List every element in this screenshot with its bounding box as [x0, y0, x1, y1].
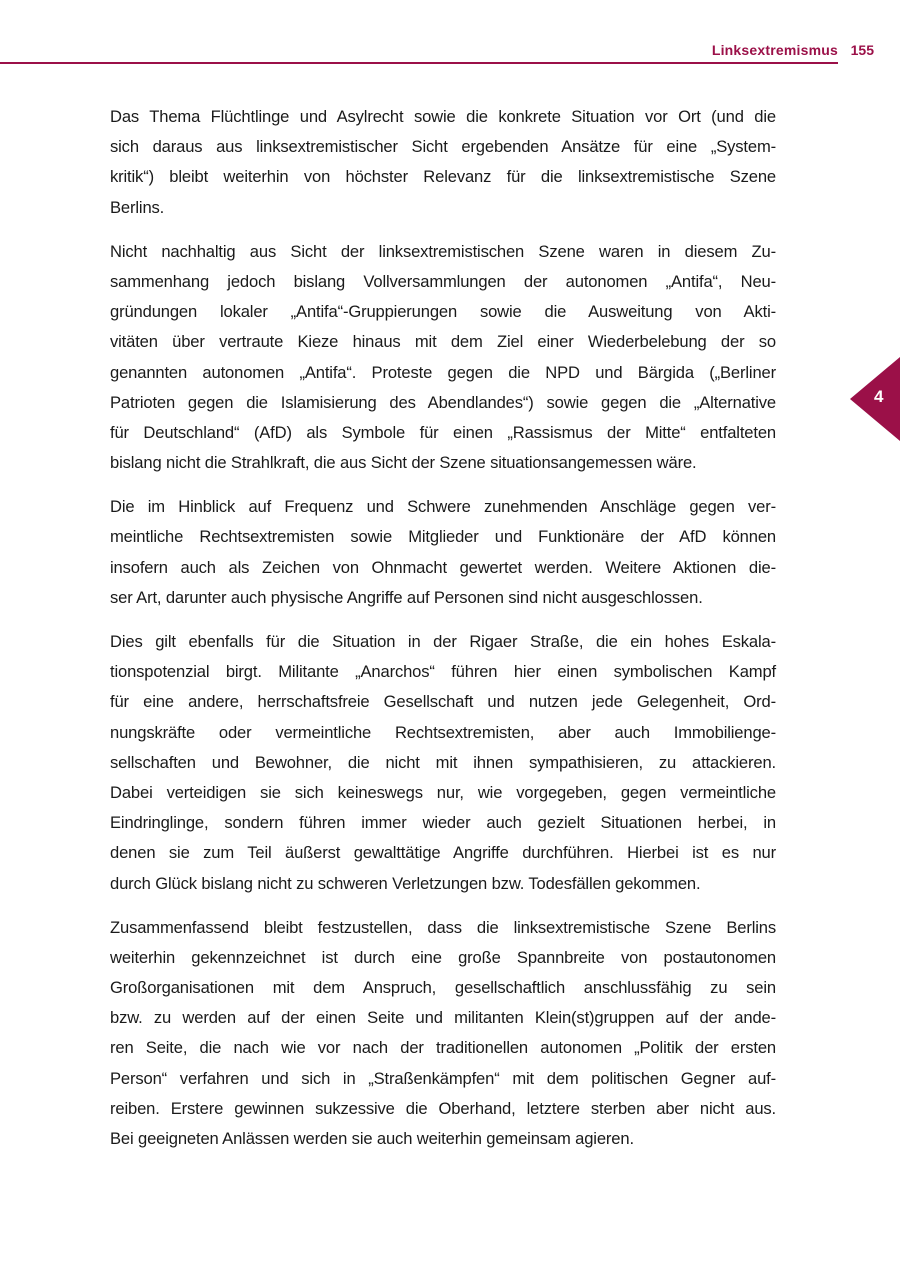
text-line: denen sie zum Teil äußerst gewalttätige Angriffe durchführen. Hierbei ist es nur [110, 843, 776, 863]
text-line: sammenhang jedoch bislang Vollversammlungen der autonomen „Antifa“, Neu- [110, 271, 776, 291]
text-line: Großorganisationen mit dem Anspruch, gesellschaftlich anschlussfähig zu sein [110, 978, 776, 998]
text-line: reiben. Erstere gewinnen sukzessive die Oberhand, letztere sterben aber nicht aus. [110, 1098, 776, 1118]
text-line: Berlins. [110, 197, 165, 217]
text-line: für Deutschland“ (AfD) als Symbole für einen „Rassismus der Mitte“ entfalteten [110, 422, 776, 442]
text-line: Die im Hinblick auf Frequenz und Schwere zunehmenden Anschläge gegen ver- [110, 497, 776, 517]
text-line: Das Thema Flüchtlinge und Asylrecht sowie die konkrete Situation vor Ort (und die [110, 107, 776, 126]
text-line: insofern auch als Zeichen von Ohnmacht gewertet werden. Weitere Aktionen die- [110, 557, 776, 577]
chapter-number: 4 [874, 387, 884, 406]
text-line: sellschaften und Bewohner, die nicht mit ihnen sympathisieren, zu attackieren. [110, 752, 776, 772]
text-line: weiterhin gekennzeichnet ist durch eine große Spannbreite von postautonomen [110, 947, 776, 967]
text-line: bzw. zu werden auf der einen Seite und militanten Klein(st)gruppen auf der ande- [110, 1008, 776, 1028]
text-line: Zusammenfassend bleibt festzustellen, dass die linksextremistische Szene Berlins [110, 917, 776, 937]
paragraph [110, 237, 776, 479]
text-line: sich daraus aus linksextremistischer Sicht ergebenden Ansätze für eine „System- [110, 137, 776, 157]
text-line: Patrioten gegen die Islamisierung des Abendlandes“) sowie gegen die „Alternative [110, 392, 776, 412]
header-rule [0, 62, 838, 64]
text-line: tionspotenzial birgt. Militante „Anarchos“ führen hier einen symbolischen Kampf [110, 662, 776, 682]
body-text [110, 102, 776, 1168]
text-line: vitäten über vertraute Kieze hinaus mit dem Ziel einer Wiederbelebung der so [110, 332, 776, 352]
text-line: ser Art, darunter auch physische Angriffe auf Personen sind nicht ausgeschlossen. [110, 587, 703, 607]
paragraph [110, 102, 776, 223]
text-line: Person“ verfahren und sich in „Straßenkämpfen“ mit dem politischen Gegner auf- [110, 1068, 776, 1088]
text-line: Dies gilt ebenfalls für die Situation in der Rigaer Straße, die ein hohes Eskala- [110, 632, 776, 651]
text-line: durch Glück bislang nicht zu schweren Verletzungen bzw. Todesfällen gekommen. [110, 873, 701, 893]
text-line: meintliche Rechtsextremisten sowie Mitglieder und Funktionäre der AfD können [110, 527, 776, 547]
text-line: kritik“) bleibt weiterhin von höchster Relevanz für die linksextremistische Szene [110, 167, 776, 187]
text-line: gründungen lokaler „Antifa“-Gruppierungen sowie die Ausweitung von Akti- [110, 302, 776, 322]
running-title: Linksextremismus [711, 42, 838, 58]
text-line: Dabei verteidigen sie sich keineswegs nur, wie vorgegeben, gegen vermeintliche [110, 782, 776, 802]
paragraph [110, 492, 776, 613]
text-line: ren Seite, die nach wie vor nach der traditionellen autonomen „Politik der ersten [110, 1038, 776, 1058]
text-line: nungskräfte oder vermeintliche Rechtsextremisten, aber auch Immobilienge- [110, 722, 776, 742]
text-line: genannten autonomen „Antifa“. Proteste gegen die NPD und Bärgida („Berliner [110, 362, 776, 382]
text-line: Nicht nachhaltig aus Sicht der linksextremistischen Szene waren in diesem Zu- [110, 241, 776, 261]
paragraph [110, 627, 776, 899]
text-line: bislang nicht die Strahlkraft, die aus Sicht der Szene situationsangemessen wäre. [110, 453, 697, 473]
text-line: für eine andere, herrschaftsfreie Gesellschaft und nutzen jede Gelegenheit, Ord- [110, 692, 776, 712]
text-line: Eindringlinge, sondern führen immer wieder auch gezielt Situationen herbei, in [110, 813, 776, 833]
paragraph [110, 913, 776, 1155]
chapter-tab [850, 357, 900, 441]
page-number: 155 [850, 42, 874, 58]
text-line: Bei geeigneten Anlässen werden sie auch weiterhin gemeinsam agieren. [110, 1129, 634, 1148]
